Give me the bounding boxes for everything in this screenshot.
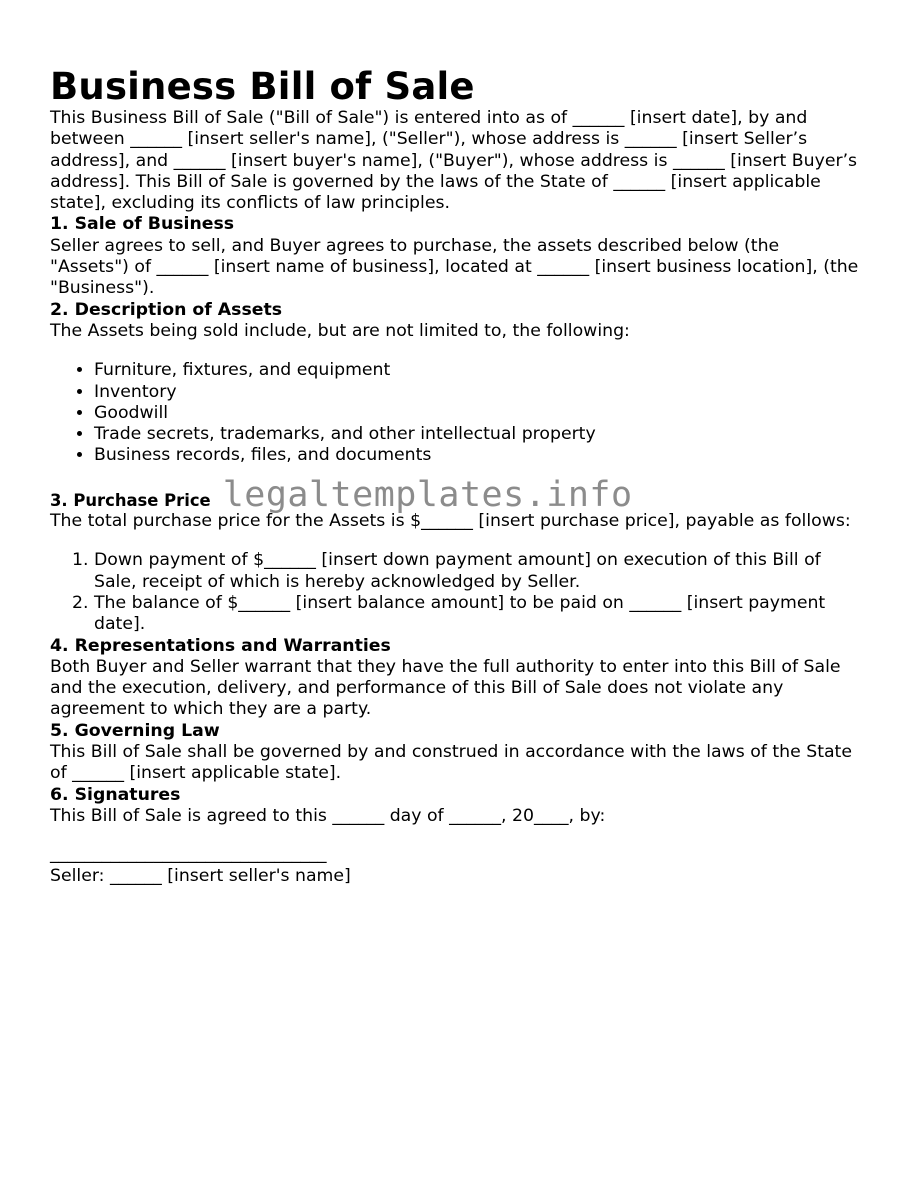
section-heading-description-of-assets: 2. Description of Assets: [50, 299, 283, 320]
section-heading-purchase-price: 3. Purchase Price: [50, 490, 211, 510]
assets-list: [50, 360, 862, 466]
document-title: Business Bill of Sale: [50, 65, 475, 108]
section-heading-signatures: 6. Signatures: [50, 784, 181, 805]
signatures-paragraph: This Bill of Sale is agreed to this ______ day of ______, 20____, by:: [50, 805, 606, 826]
section-heading-sale-of-business: 1. Sale of Business: [50, 214, 235, 235]
list-item: 2. The balance of $______ [insert balance amount] to be paid on ______ [insert payment date].: [94, 593, 862, 636]
section-heading-governing-law: 5. Governing Law: [50, 720, 220, 741]
list-item: • Trade secrets, trademarks, and other intellectual property: [94, 424, 862, 445]
list-item: • Furniture, fixtures, and equipment: [94, 360, 862, 381]
document-page: [50, 0, 862, 887]
list-item: 1. Down payment of $______ [insert down payment amount] on execution of this Bill of Sale, receipt of which is hereby acknowledged by Seller.: [94, 550, 862, 593]
intro-paragraph: This Business Bill of Sale ("Bill of Sale") is entered into as of ______ [insert date], by and between ______ [insert seller's name], ("Seller"), whose address is ______ [insert Seller’s address], and ______ [insert buyer's name], ("Buyer"), whose address is ______ [insert Buyer’s address]. This Bill of Sale is governed by the laws of the State of ______ [insert applicable state], excluding its conflicts of law principles.: [50, 108, 858, 214]
list-item: • Business records, files, and documents: [94, 445, 862, 466]
representations-paragraph: Both Buyer and Seller warrant that they have the full authority to enter into this Bill of Sale and the execution, delivery, and performance of this Bill of Sale does not violate any agreement to which they are a party.: [50, 656, 841, 720]
assets-intro-paragraph: The Assets being sold include, but are not limited to, the following:: [50, 320, 630, 341]
purchase-price-paragraph: The total purchase price for the Assets is $______ [insert purchase price], payable as follows:: [50, 511, 851, 532]
payment-terms-list: [50, 550, 862, 635]
watermark-text: legaltemplates.info: [222, 474, 633, 515]
governing-law-paragraph: This Bill of Sale shall be governed by and construed in accordance with the laws of the State of ______ [insert applicable state].: [50, 742, 852, 784]
seller-signature-line: ________________________________: [50, 844, 327, 865]
section-heading-representations-warranties: 4. Representations and Warranties: [50, 635, 391, 656]
sale-of-business-paragraph: Seller agrees to sell, and Buyer agrees to purchase, the assets described below (the "Assets") of ______ [insert name of business], located at ______ [insert business location], (the "Business").: [50, 235, 859, 299]
list-item: • Goodwill: [94, 403, 862, 424]
purchase-price-heading-row: [50, 474, 862, 515]
seller-signature-label: Seller: ______ [insert seller's name]: [50, 865, 351, 886]
list-item: • Inventory: [94, 382, 862, 403]
